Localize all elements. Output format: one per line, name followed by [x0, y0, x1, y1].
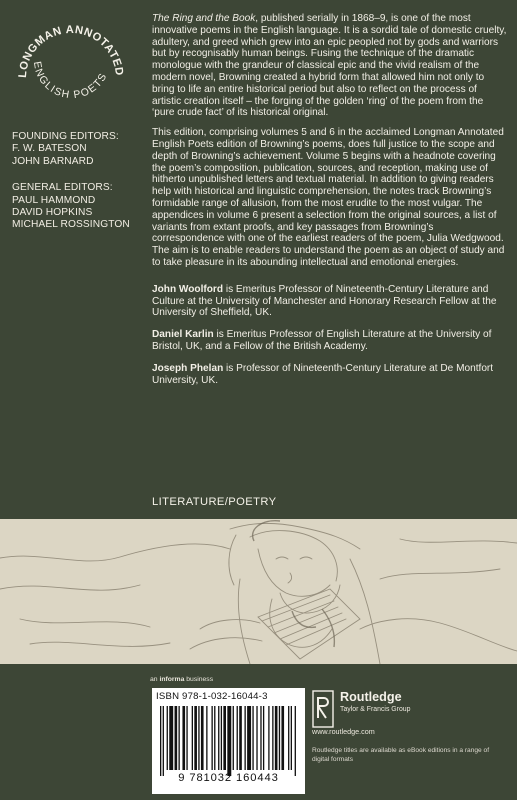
barcode-bar	[281, 706, 284, 770]
barcode-bar	[260, 706, 261, 770]
publisher-url: www.routledge.com	[312, 727, 375, 736]
founding-editor: F. W. BATESON	[12, 143, 87, 155]
general-editors	[12, 182, 142, 232]
barcode-bar	[279, 706, 280, 770]
author-name: Joseph Phelan	[152, 362, 224, 374]
barcode-bar	[186, 706, 187, 770]
barcode-bar	[256, 706, 257, 770]
author-bio-text: is Emeritus Professor of Nineteenth-Century Literature and Culture at the University of Manchester and Honorary Research Fellow at the University of Sheffield, UK.	[152, 283, 497, 319]
ebook-note: Routledge titles are available as eBook editions in a range of digital formats	[312, 747, 490, 763]
barcode-bar	[295, 706, 296, 776]
informa-prefix: an	[150, 676, 160, 683]
barcode-bar	[237, 706, 238, 770]
blurb	[152, 13, 507, 396]
informa-business-line	[150, 676, 213, 683]
routledge-logo-icon	[312, 690, 334, 728]
barcode-bar	[268, 706, 269, 770]
barcode-bar	[291, 706, 292, 770]
barcode-bar	[206, 706, 207, 770]
portrait-sketch	[0, 519, 517, 664]
barcode-bar	[263, 706, 264, 770]
blurb-paragraph-1-text: , published serially in 1868–9, is one of the most innovative poems in the English language. It is a sordid tale of domestic cruelty, adultery, and greed which grew into an epic peopled not by gods and warriors but by recognisably human beings. Fusing the technique of the dramatic monologue with the grandeur of classical epic and the vivid realism of the modern novel, Browning created a hybrid form that allowed him not only to bring to life an entire historical period but also to reflect on the process of artistic creation itself – the forging of the golden ‘ring’ of the poem from the ‘pure crude fact’ of its historical original.	[152, 13, 507, 119]
editors-list	[12, 131, 142, 246]
founding-editors	[12, 131, 142, 168]
author-bio-text: is Emeritus Professor of English Literature at the University of Bristol, UK, and a Fellow of the British Academy.	[152, 329, 492, 352]
blurb-paragraph-1	[152, 13, 507, 119]
barcode-bar	[201, 706, 204, 770]
barcode-bar	[192, 706, 193, 770]
author-bio-text: is Professor of Nineteenth-Century Literature at De Montfort University, UK.	[152, 362, 494, 386]
barcode-bar	[178, 706, 179, 770]
barcode-bar	[221, 706, 222, 770]
barcode-bar	[198, 706, 199, 770]
barcode-bar	[233, 706, 234, 770]
barcode-bar	[239, 706, 242, 770]
barcode-bar	[163, 706, 164, 776]
general-editor: DAVID HOPKINS	[12, 207, 93, 219]
barcode-bar	[182, 706, 185, 770]
general-editor: PAUL HAMMOND	[12, 194, 96, 206]
barcode-bar	[272, 706, 273, 770]
barcode-bar	[244, 706, 245, 770]
book-title: The Ring and the Book	[152, 13, 256, 24]
informa-suffix: business	[184, 676, 214, 683]
barcode-bar	[194, 706, 197, 770]
general-editors-heading: GENERAL EDITORS:	[12, 182, 113, 194]
founding-editors-heading: FOUNDING EDITORS:	[12, 131, 119, 142]
general-editor: MICHAEL ROSSINGTON	[12, 219, 130, 231]
author-bio	[152, 329, 507, 353]
author-name: Daniel Karlin	[152, 329, 214, 341]
isbn-barcode-box	[152, 688, 305, 794]
isbn-label: ISBN 978-1-032-16044-3	[156, 691, 268, 702]
subject-category: LITERATURE/POETRY	[152, 496, 277, 508]
barcode-bar	[160, 706, 161, 776]
blurb-paragraph-2: This edition, comprising volumes 5 and 6 in the acclaimed Longman Annotated English Poets edition of Browning’s poems, does full justice to the scope and depth of Browning’s achievement. Volume 5 begins with a headnote covering the poem’s composition, publication, sources, and reception, making use of hitherto unpublished letters and textual material. In addition to giving readers help with historical and linguistic comprehension, the notes track Browning’s formidable range of allusion, from the most erudite to the most vulgar. The appendices in volume 6 present a selection from the original sources, a list of variants from extant proofs, and key passages from Browning’s correspondence with one of the earliest readers of the poem, Julia Wedgwood. The aim is to enable readers to understand the poem as an object of study and to take pleasure in its abounding intellectual and emotional energies.	[152, 127, 505, 268]
author-name: John Woolford	[152, 283, 224, 295]
publisher-group: Taylor & Francis Group	[340, 706, 411, 713]
author-bio	[152, 284, 507, 319]
barcode-bar	[218, 706, 219, 770]
logo-bottom-text: ENGLISH POETS	[30, 60, 110, 102]
barcode-bar	[223, 706, 226, 770]
barcode-bar	[167, 706, 168, 770]
founding-editor: JOHN BARNARD	[12, 155, 94, 167]
barcode-bar	[288, 706, 289, 770]
barcode-bar	[247, 706, 251, 770]
informa-word: informa	[159, 676, 185, 683]
barcode-bar	[275, 706, 278, 770]
logo-top-text: LONGMAN ANNOTATED	[16, 23, 126, 79]
publisher-name: Routledge	[340, 690, 402, 704]
barcode	[158, 706, 299, 776]
barcode-bar	[227, 706, 231, 776]
barcode-bar	[252, 706, 253, 770]
author-bio	[152, 363, 507, 387]
longman-series-logo	[12, 14, 127, 129]
barcode-bar	[211, 706, 212, 770]
barcode-digits: 9 781032 160443	[178, 772, 279, 784]
barcode-bar	[175, 706, 178, 770]
barcode-bar	[169, 706, 173, 770]
barcode-bar	[214, 706, 215, 770]
